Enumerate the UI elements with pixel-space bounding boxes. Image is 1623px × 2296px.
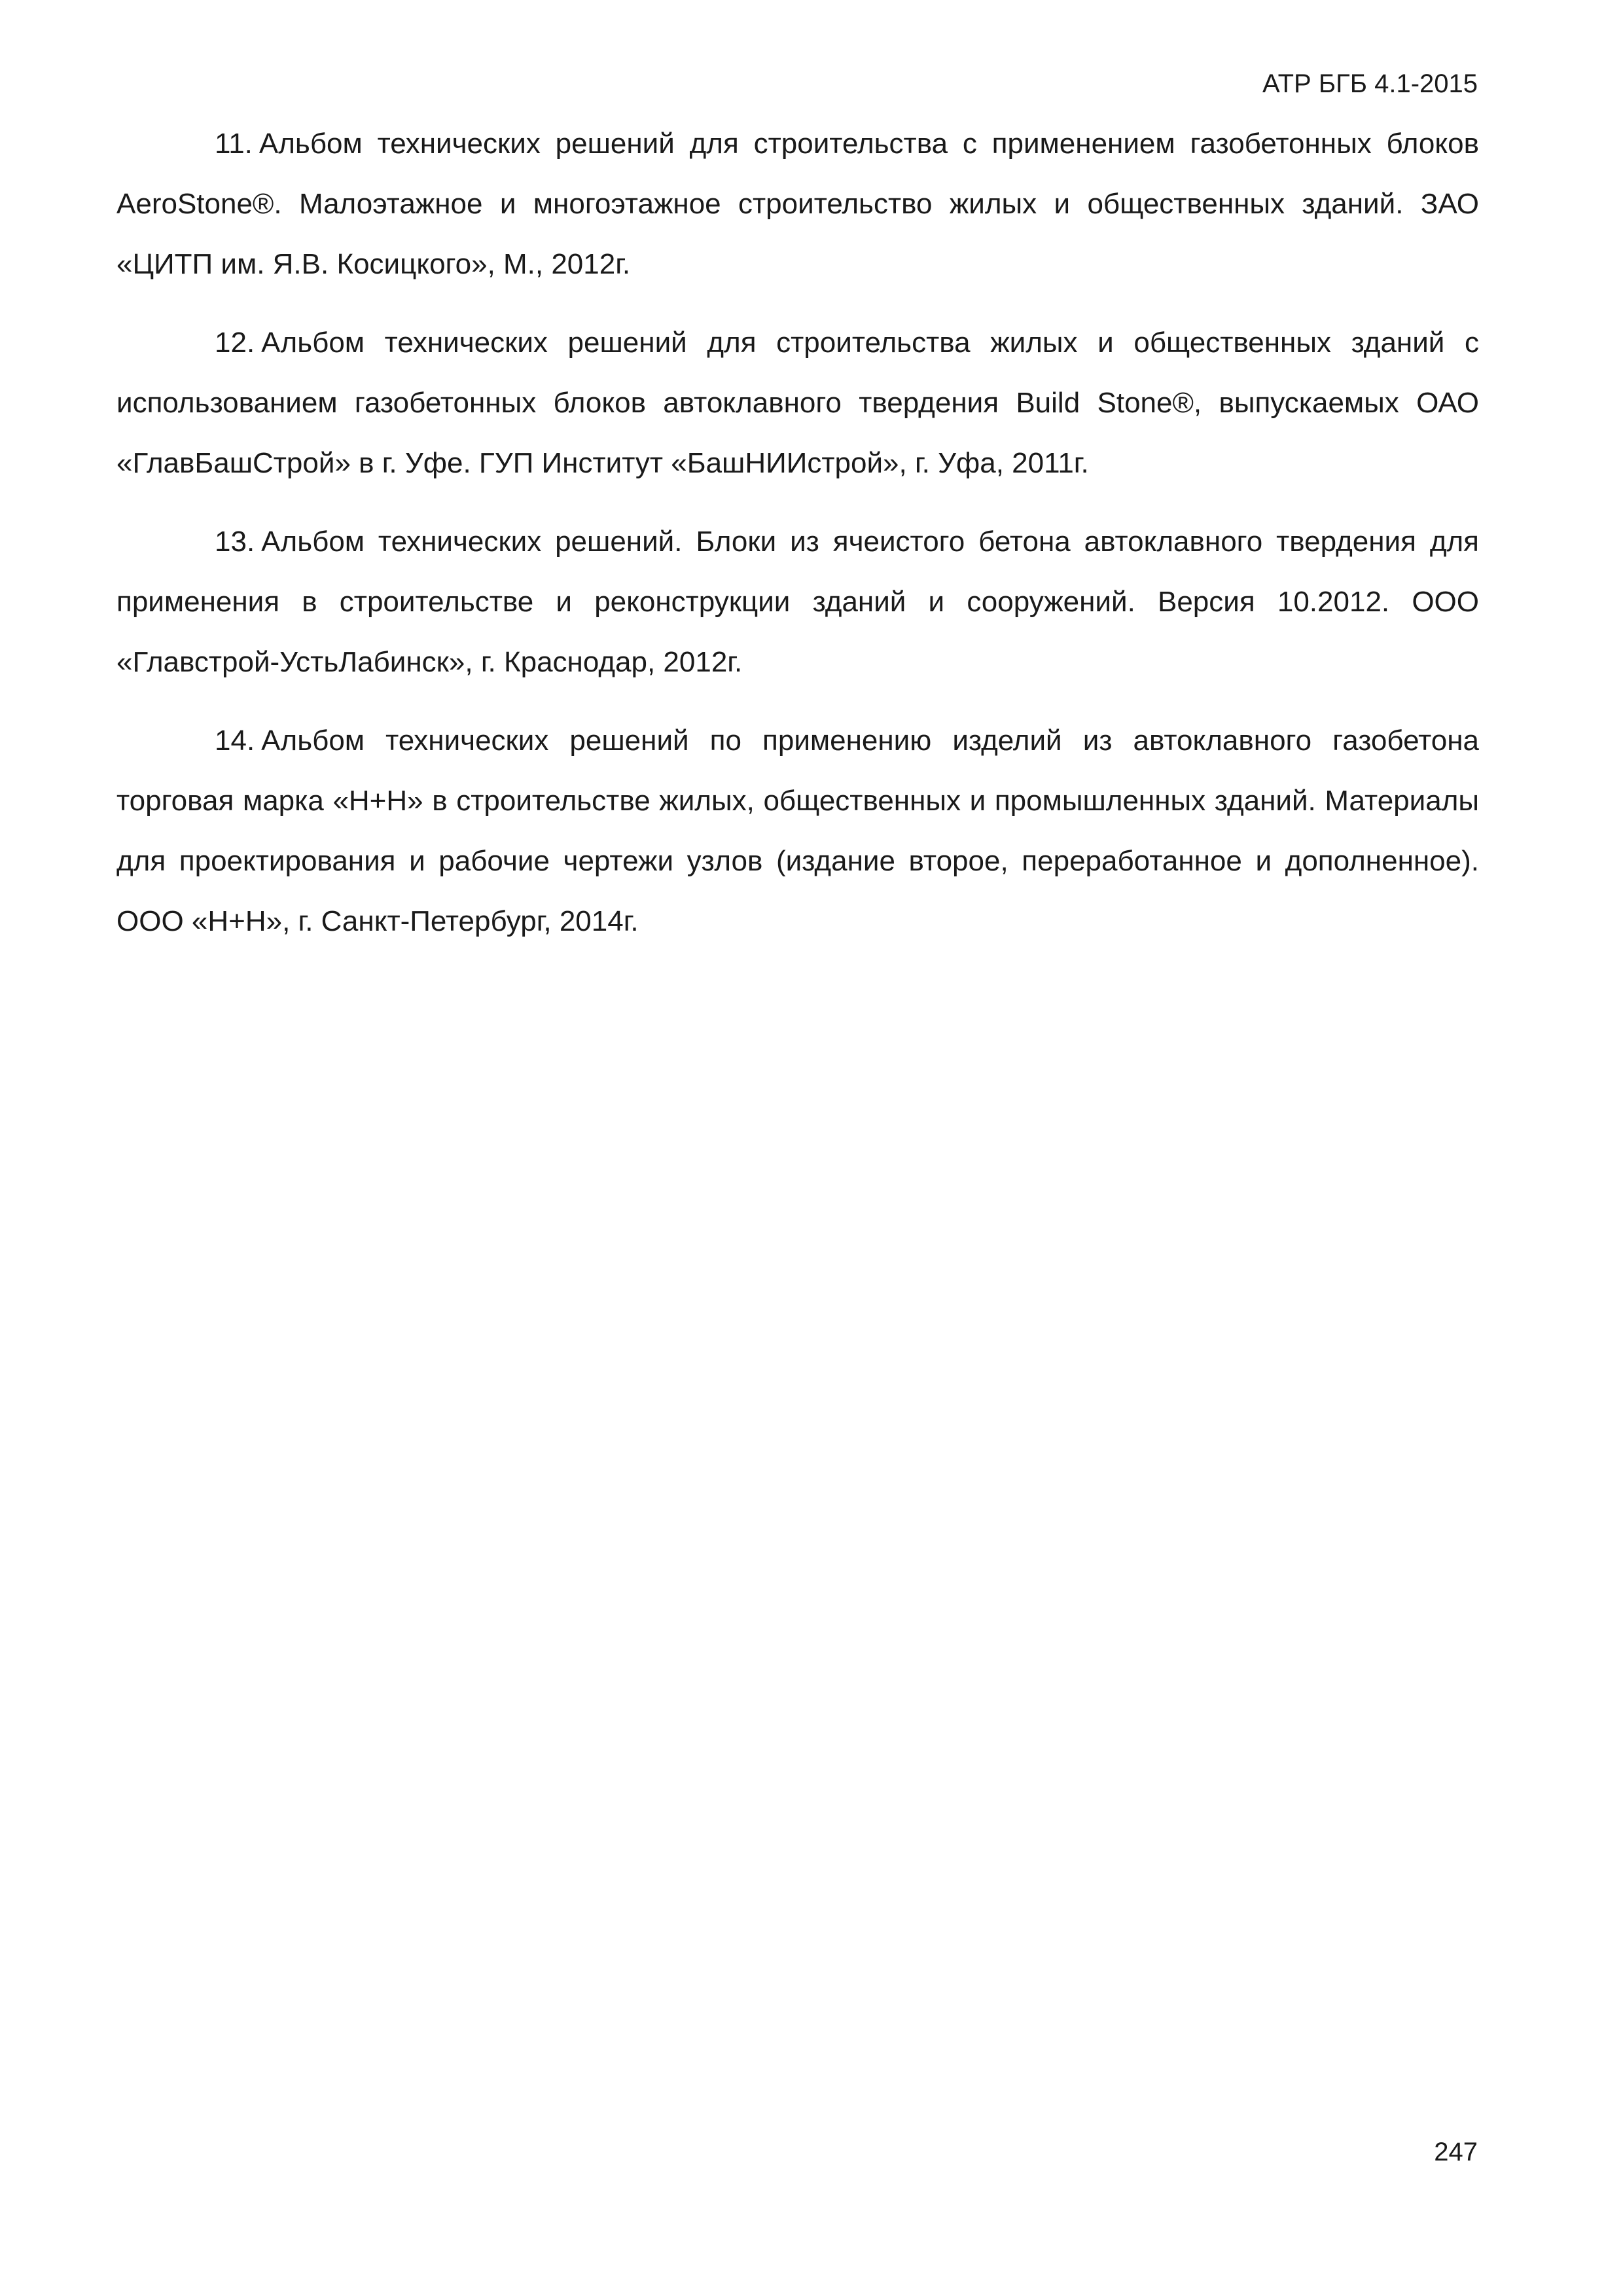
reference-item-12: [116, 313, 1479, 493]
reference-list: [116, 114, 1479, 970]
reference-number: 13.: [215, 526, 255, 558]
reference-text: Альбом технических решений для строительства с применением газобетонных блоков AeroStone®. Малоэтажное и многоэтажное строительство жилых и общественных зданий. ЗАО «ЦИТП им. Я.В. Косицкого», М., 2012г.: [116, 128, 1479, 280]
reference-number: 14.: [215, 725, 255, 757]
reference-item-11: [116, 114, 1479, 295]
reference-number: 11.: [215, 128, 253, 160]
reference-text: Альбом технических решений. Блоки из ячеистого бетона автоклавного твердения для применения в строительстве и реконструкции зданий и сооружений. Версия 10.2012. ООО «Главстрой-УстьЛабинск», г. Краснодар, 2012г.: [116, 526, 1479, 678]
reference-item-14: [116, 711, 1479, 952]
reference-item-13: [116, 512, 1479, 692]
document-code: АТР БГБ 4.1-2015: [1262, 69, 1478, 98]
reference-text: Альбом технических решений по применению изделий из автоклавного газобетона торговая марка «Н+Н» в строительстве жилых, общественных и промышленных зданий. Материалы для проектирования и рабочие чертежи узлов (издание второе, переработанное и дополненное). ООО «Н+Н», г. Санкт-Петербург, 2014г.: [116, 725, 1479, 937]
reference-text: Альбом технических решений для строительства жилых и общественных зданий с использованием газобетонных блоков автоклавного твердения Build Stone®, выпускаемых ОАО «ГлавБашСтрой» в г. Уфе. ГУП Институт «БашНИИстрой», г. Уфа, 2011г.: [116, 327, 1479, 479]
reference-number: 12.: [215, 327, 255, 359]
page-number: 247: [1434, 2138, 1478, 2166]
